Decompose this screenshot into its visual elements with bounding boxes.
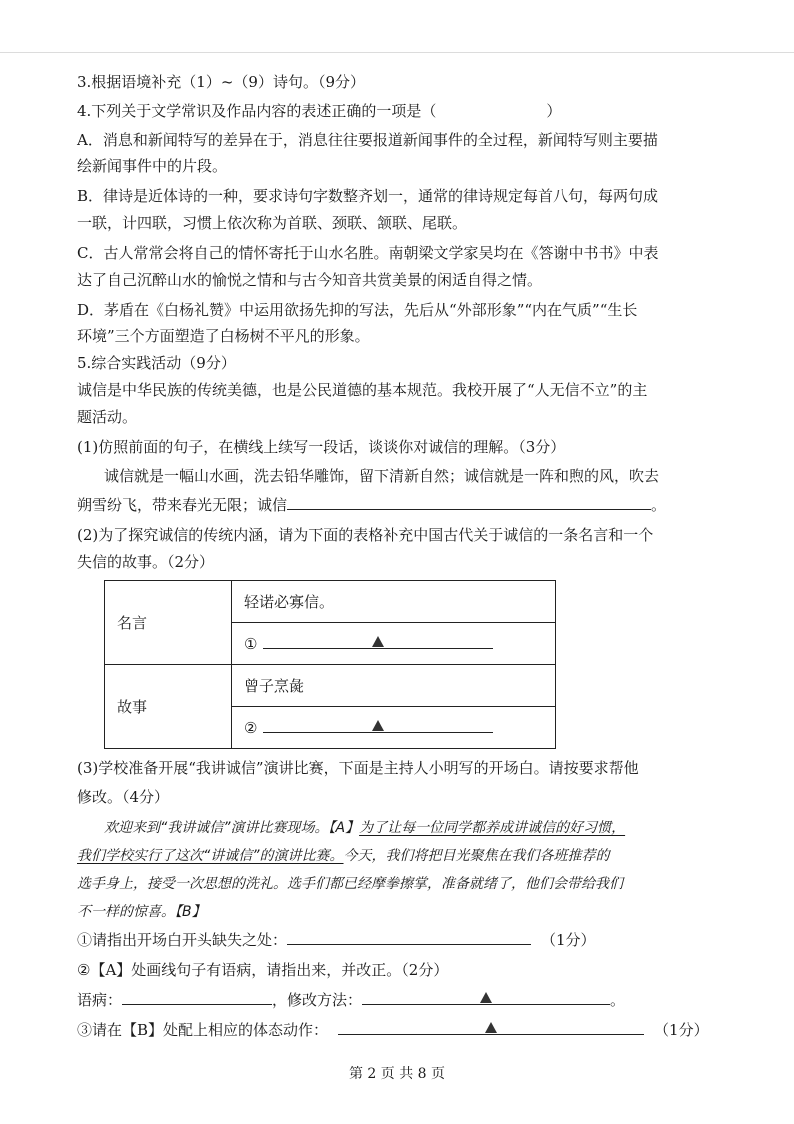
table-row <box>105 665 556 707</box>
fix-blank[interactable] <box>362 990 610 1005</box>
part-1-title: (1)仿照前面的句子，在横线上续写一段话，谈谈你对诚信的理解。（3分） <box>77 438 566 456</box>
question-4-stem-end: ） <box>546 102 562 120</box>
option-a-line2: 绘新闻事件中的片段。 <box>77 157 228 175</box>
sub-question-2-label-fix: ，修改方法： <box>272 991 363 1009</box>
part-2-title-line1: (2)为了探究诚信的传统内涵，请为下面的表格补充中国古代关于诚信的一条名言和一个 <box>77 526 654 544</box>
question-5-intro-line1: 诚信是中华民族的传统美德，也是公民道德的基本规范。我校开展了“人无信不立”的主 <box>77 381 648 399</box>
table-cell-story-blank <box>232 707 556 749</box>
table-label-quote: 名言 <box>105 581 232 665</box>
story-answer-blank[interactable] <box>263 718 493 733</box>
speech-line4: 不一样的惊喜。【B】 <box>77 904 206 920</box>
speech-line2-text: 今天，我们将把目光聚焦在我们各班推荐的 <box>343 848 610 864</box>
part-1-answer-blank[interactable] <box>287 495 651 510</box>
option-a-line1: A．消息和新闻特写的差异在于，消息往往要报道新闻事件的全过程，新闻特写则主要描 <box>77 131 658 149</box>
part-1-text-line2-text: 朔雪纷飞，带来春光无限；诚信 <box>77 496 288 514</box>
sub-question-1-blank[interactable] <box>287 930 531 945</box>
question-5-title: 5.综合实践活动（9分） <box>77 354 236 372</box>
quote-answer-blank[interactable] <box>263 634 493 649</box>
option-b-line1: B．律诗是近体诗的一种，要求诗句字数整齐划一，通常的律诗规定每首八句，每两句成 <box>77 187 659 205</box>
top-divider <box>0 52 794 53</box>
table-cell-quote-blank <box>232 623 556 665</box>
sub-question-3-score: （1分） <box>654 1021 709 1039</box>
question-3: 3.根据语境补充（1）~（9）诗句。（9分） <box>77 73 366 91</box>
triangle-icon <box>372 720 384 731</box>
triangle-icon <box>480 992 492 1003</box>
option-d-line2: 环境”三个方面塑造了白杨树不平凡的形象。 <box>77 327 370 345</box>
sub-question-2-end: 。 <box>610 991 626 1009</box>
blank-marker-2: ② <box>244 719 258 737</box>
table-label-story: 故事 <box>105 665 232 749</box>
part-3-title-line2: 修改。（4分） <box>77 788 170 806</box>
sub-question-2-answer <box>77 990 625 1010</box>
sub-question-1-score: （1分） <box>541 931 596 949</box>
sub-question-2: ②【A】处画线句子有语病，请指出来，并改正。（2分） <box>77 961 449 979</box>
option-c-line2: 达了自己沉醉山水的愉悦之情和与古今知音共赏美景的闲适自得之情。 <box>77 271 543 289</box>
page-footer: 第 2 页 共 8 页 <box>348 1066 446 1082</box>
speech-underlined-sentence-part1: 为了让每一位同学都养成讲诚信的好习惯， <box>359 820 626 836</box>
table-cell-story-given: 曾子烹彘 <box>232 665 556 707</box>
question-5-intro-line2: 题活动。 <box>77 408 138 426</box>
triangle-icon <box>485 1022 497 1033</box>
sub-question-3 <box>77 1020 709 1040</box>
sub-question-2-label-error: 语病： <box>77 991 123 1009</box>
table-cell-quote-given: 轻诺必寡信。 <box>232 581 556 623</box>
option-c-line1: C．古人常常会将自己的情怀寄托于山水名胜。南朝梁文学家吴均在《答谢中书书》中表 <box>77 244 659 262</box>
blank-marker-1: ① <box>244 635 258 653</box>
part-3-title-line1: (3)学校准备开展“我讲诚信”演讲比赛，下面是主持人小明写的开场白。请按要求帮他 <box>77 759 639 777</box>
speech-line2 <box>77 846 610 866</box>
speech-underlined-sentence-part2: 我们学校实行了这次“讲诚信”的演讲比赛。 <box>77 848 344 864</box>
part-2-title-line2: 失信的故事。（2分） <box>77 553 215 571</box>
error-blank[interactable] <box>122 990 272 1005</box>
sub-question-3-text: ③请在【B】处配上相应的体态动作： <box>77 1021 329 1039</box>
speech-line1-text: 欢迎来到“我讲诚信”演讲比赛现场。【A】 <box>104 820 360 836</box>
part-1-text-line2 <box>77 495 666 515</box>
triangle-icon <box>372 636 384 647</box>
sub-question-3-blank[interactable] <box>338 1020 644 1035</box>
sub-question-1-text: ①请指出开场白开头缺失之处： <box>77 931 288 949</box>
speech-line3: 选手身上，接受一次思想的洗礼。选手们都已经摩拳擦掌，准备就绪了，他们会带给我们 <box>77 876 623 892</box>
part-1-text-end: 。 <box>651 496 667 514</box>
option-d-line1: D．茅盾在《白杨礼赞》中运用欲扬先抑的写法，先后从“外部形象”“内在气质”“生长 <box>77 301 638 319</box>
question-4-stem <box>77 101 561 121</box>
supplement-table <box>104 580 556 749</box>
question-4-stem-text: 4.下列关于文学常识及作品内容的表述正确的一项是（ <box>77 102 437 120</box>
option-b-line2: 一联，计四联，习惯上依次称为首联、颈联、颔联、尾联。 <box>77 214 468 232</box>
part-1-text-line1: 诚信就是一幅山水画，洗去铅华雕饰，留下清新自然；诚信就是一阵和煦的风，吹去 <box>104 467 660 485</box>
sub-question-1 <box>77 930 596 950</box>
speech-line1 <box>104 818 625 838</box>
table-row <box>105 581 556 623</box>
